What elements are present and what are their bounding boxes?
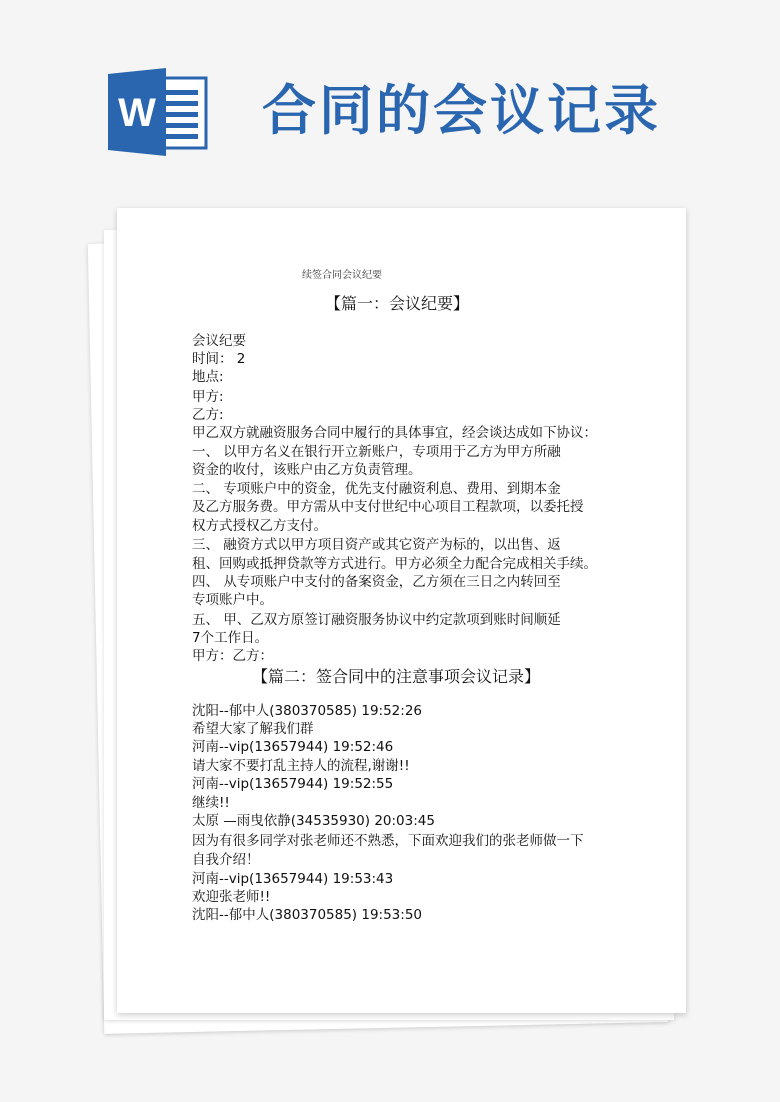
- text-line: 及乙方服务费。甲方需从中支付世纪中心项目工程款项，以委托授: [192, 499, 584, 515]
- signature-line: 甲方：乙方：: [192, 648, 273, 664]
- logo-letter: W: [118, 91, 156, 135]
- chat-line: 欢迎张老师!!: [192, 889, 271, 905]
- chat-line: 自我介绍！: [192, 852, 260, 868]
- text-line: 地点:: [192, 369, 224, 385]
- text-line: 权方式授权乙方支付。: [192, 518, 327, 534]
- chat-line: 太原 —雨曳依静(34535930) 20:03:45: [192, 813, 435, 829]
- text-line: 甲方:: [192, 389, 224, 405]
- text-line: 租、回购或抵押贷款等方式进行。甲方必须全力配合完成相关手续。: [192, 556, 597, 572]
- section-two-title: 【篇二：签合同中的注意事项会议记录】: [252, 667, 541, 686]
- chat-line: 因为有很多同学对张老师还不熟悉，下面欢迎我们的张老师做一下: [192, 833, 584, 849]
- text-line: 乙方:: [192, 407, 224, 423]
- chat-line: 继续!!: [192, 795, 230, 811]
- text-line: 一、 以甲方名义在银行开立新账户，专项用于乙方为甲方所融: [192, 444, 561, 460]
- chat-line: 河南--vip(13657944) 19:52:46: [192, 739, 394, 755]
- section-one-title: 【篇一：会议纪要】: [325, 294, 470, 313]
- chat-line: 沈阳--郁中人(380370585) 19:53:50: [192, 907, 423, 923]
- page-title: 合同的会议记录: [262, 79, 661, 142]
- text-line: 甲乙双方就融资服务合同中履行的具体事宜，经会谈达成如下协议：: [192, 425, 597, 441]
- text-line: 五、 甲、乙双方原签订融资服务协议中约定款项到账时间顺延: [192, 612, 561, 628]
- running-header: 续签合同会议纪要: [302, 270, 382, 281]
- chat-line: 沈阳--郁中人(380370585) 19:52:26: [192, 703, 423, 719]
- chat-line: 希望大家了解我们群: [192, 721, 314, 737]
- text-line: 会议纪要: [192, 333, 246, 349]
- text-line: 资金的收付，该账户由乙方负责管理。: [192, 462, 422, 478]
- document-page: [117, 208, 686, 1013]
- chat-line: 请大家不要打乱主持人的流程,谢谢!!: [192, 758, 410, 774]
- word-document-icon: [108, 68, 208, 156]
- chat-line: 河南--vip(13657944) 19:52:55: [192, 776, 394, 792]
- header-banner: [0, 0, 780, 210]
- text-line: 三、 融资方式以甲方项目资产或其它资产为标的，以出售、返: [192, 537, 561, 553]
- text-line: 四、 从专项账户中支付的备案资金，乙方须在三日之内转回至: [192, 574, 561, 590]
- text-line: 二、 专项账户中的资金，优先支付融资利息、费用、到期本金: [192, 481, 561, 497]
- chat-line: 河南--vip(13657944) 19:53:43: [192, 871, 394, 887]
- text-line: 时间： 2: [192, 351, 246, 367]
- text-line: 7个工作日。: [192, 630, 269, 646]
- text-line: 专项账户中。: [192, 592, 273, 608]
